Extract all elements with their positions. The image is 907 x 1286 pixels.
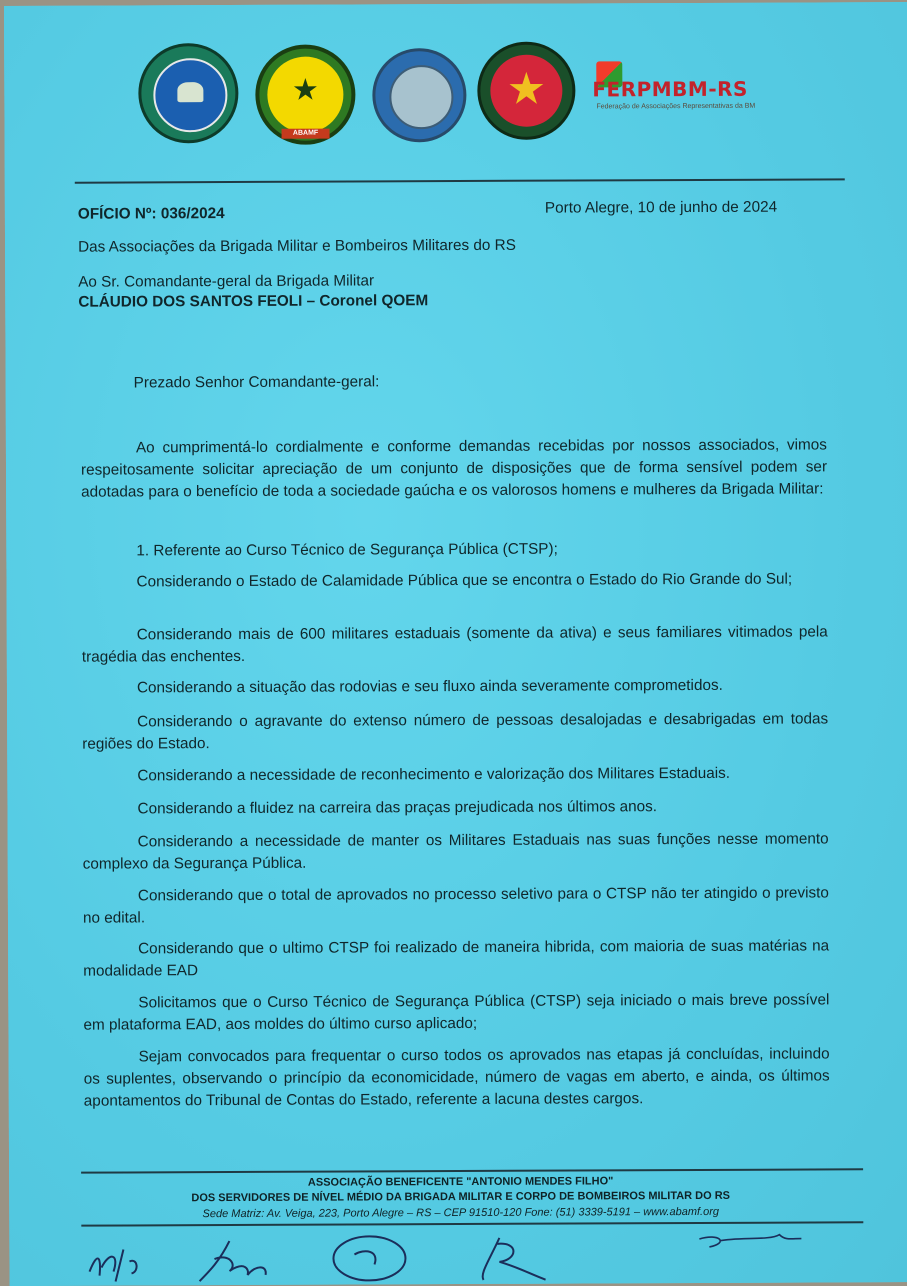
signature-4: [482, 1238, 545, 1280]
recipient-name: CLÁUDIO DOS SANTOS FEOLI – Coronel QOEM: [78, 292, 429, 311]
considerando-hibrido: Considerando que o ultimo CTSP foi realizado de maneira hibrida, com maioria de suas matérias na modalidade EAD: [83, 937, 830, 980]
signature-1: [89, 1249, 136, 1281]
footer-divider-bottom: [81, 1221, 863, 1226]
considerando-militares: Considerando mais de 600 militares estaduais (somente da ativa) e seus familiares vitimados pela tragédia das enchentes.: [81, 623, 828, 666]
considerando-carreira: Considerando a fluidez na carreira das praças prejudicada nos últimos anos.: [137, 798, 658, 818]
considerando-funcoes: Considerando a necessidade de manter os Militares Estaduais nas suas funções nesse momento complexo da Segurança Pública.: [82, 830, 829, 873]
association-seal-1-icon: [138, 43, 238, 143]
considerando-calamidade: Considerando o Estado de Calamidade Pública que se encontra o Estado do Rio Grande do Sul;: [136, 570, 793, 591]
item-1-heading: 1. Referente ao Curso Técnico de Segurança Pública (CTSP);: [136, 540, 558, 560]
considerando-rodovias: Considerando a situação das rodovias e seu fluxo ainda severamente comprometidos.: [136, 676, 723, 697]
considerando-valorizacao: Considerando a necessidade de reconhecimento e valorização dos Militares Estaduais.: [137, 764, 731, 785]
association-seal-3-icon: [372, 48, 466, 142]
recipient-line: Ao Sr. Comandante-geral da Brigada Militar: [78, 272, 375, 291]
ferpmbm-subtitle: Federação de Associações Representativas da BM: [596, 102, 756, 111]
asstbm-star-seal-icon: ★: [477, 42, 575, 140]
considerando-aprovados: Considerando que o total de aprovados no processo seletivo para o CTSP não ter atingido o previsto no edital.: [82, 884, 829, 927]
intro-paragraph: Ao cumprimentá-lo cordialmente e conforme demandas recebidas por nossos associados, vimos respeitosamente solicitar apreciação de um conjunto de disposições que de forma sensível podem ser adotadas para o benefício de toda a sociedade gaúcha e os valorosos homens e mulheres da Brigada Militar:: [80, 436, 828, 501]
footer-association-scope: DOS SERVIDORES DE NÍVEL MÉDIO DA BRIGADA MILITAR E CORPO DE BOMBEIROS MILITAR DO RS: [191, 1189, 731, 1205]
sender-line: Das Associações da Brigada Militar e Bombeiros Militares do RS: [78, 236, 516, 256]
considerando-desalojados: Considerando o agravante do extenso número de pessoas desalojadas e desabrigadas em todas regiões do Estado.: [82, 710, 829, 753]
logo-strip: [4, 40, 907, 144]
salutation: Prezado Senhor Comandante-geral:: [133, 373, 380, 392]
convocacao-aprovados: Sejam convocados para frequentar o curso todos os aprovados nas etapas já concluídas, incluindo os suplentes, observando o princípio da economicidade, número de vagas em aberto, e ainda, os últimos apontamentos do Tribunal de Contas do Estado, referente a lacuna destes cargos.: [83, 1045, 830, 1110]
signature-5: [699, 1235, 801, 1247]
footer-address: Sede Matriz: Av. Veiga, 223, Porto Alegre – RS – CEP 91510-120 Fone: (51) 3339-5191 – www.abamf.org: [202, 1205, 720, 1221]
signatures: [79, 1228, 859, 1285]
abamf-seal-icon: ★ ABAMF: [255, 44, 355, 144]
ferpmbm-wordmark: FERPMBM-RS: [592, 76, 748, 102]
solicitacao-ead: Solicitamos que o Curso Técnico de Segurança Pública (CTSP) seja iniciado o mais breve possível em plataforma EAD, aos moldes do último curso aplicado;: [83, 991, 830, 1034]
abamf-tag: ABAMF: [282, 129, 330, 139]
oficio-number: OFÍCIO Nº: 036/2024: [77, 205, 225, 223]
place-date: Porto Alegre, 10 de junho de 2024: [544, 198, 778, 217]
footer-association-name: ASSOCIAÇÃO BENEFICENTE "ANTONIO MENDES FILHO": [307, 1175, 614, 1189]
header-divider: [75, 178, 845, 183]
signature-2: [199, 1241, 265, 1281]
document-page: [4, 2, 907, 1286]
ferpmbm-logo: [592, 57, 756, 122]
signature-3: [333, 1236, 405, 1280]
